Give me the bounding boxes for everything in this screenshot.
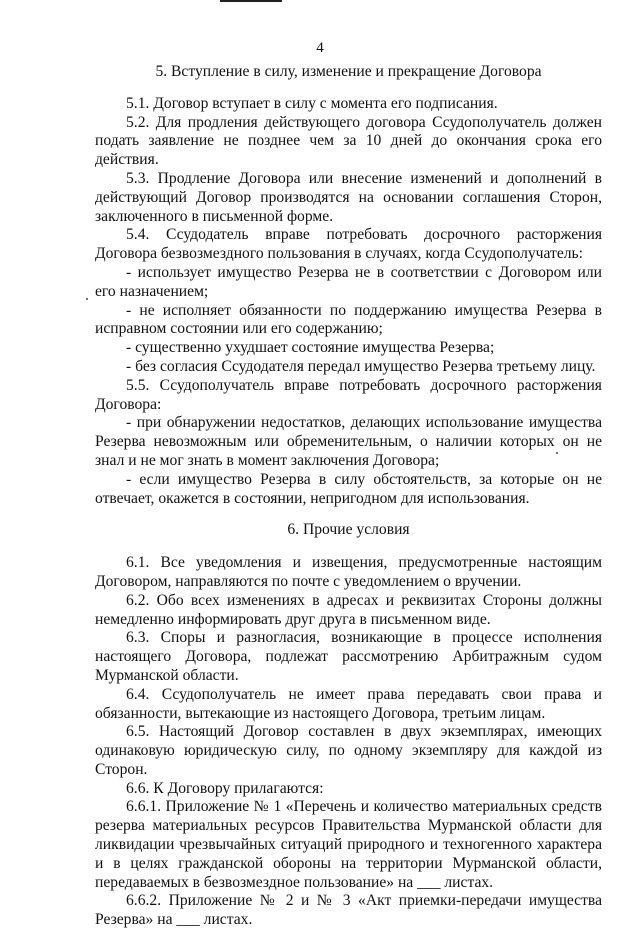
clause-6-2: 6.2. Обо всех изменениях в адресах и реквизитах Стороны должны немедленно информировать друг друга в письменном виде. <box>95 591 602 628</box>
clause-5-5-item-1: - при обнаружении недостатков, делающих использование имущества Резерва невозможным или обременительным, о наличии которых он не знал и не мог знать в момент заключения Договора; <box>95 414 602 469</box>
document-body <box>95 63 602 930</box>
scan-speck <box>556 452 558 454</box>
clause-5-4-item-4: - без согласия Ссудодателя передал имущество Резерва третьему лицу. <box>126 357 596 375</box>
clause-5-2: 5.2. Для продления действующего договора Ссудополучатель должен подать заявление не позднее чем за 10 дней до окончания срока его действия. <box>95 113 602 169</box>
clause-6-6-2: 6.6.2. Приложение № 2 и № 3 «Акт приемки-передачи имущества Резерва» на ___ листах. <box>95 892 602 929</box>
top-rule <box>220 0 282 2</box>
clause-5-1: 5.1. Договор вступает в силу с момента его подписания. <box>126 94 498 112</box>
scan-speck <box>86 298 88 300</box>
clause-6-6-1: 6.6.1. Приложение № 1 «Перечень и количество материальных средств резерва материальных ресурсов Правительства Мурманской области для ликвидации чрезвычайных ситуаций природного и техногенного характера и в целях гражданской обороны на территории Мурманской области, передаваемых в безвозмездное пользование» на ___ листах. <box>95 798 602 891</box>
clause-5-4-item-3: - существенно ухудшает состояние имущества Резерва; <box>126 339 495 357</box>
clause-6-1: 6.1. Все уведомления и извещения, предусмотренные настоящим Договором, направляются по почте с уведомлением о вручении. <box>95 554 602 590</box>
clause-5-5-item-2: - если имущество Резерва в силу обстоятельств, за которые он не отвечает, окажется в состоянии, непригодном для использования. <box>95 470 602 507</box>
clause-6-3: 6.3. Споры и разногласия, возникающие в процессе исполнения настоящего Договора, подлежат рассмотрению Арбитражным судом Мурманской области. <box>95 629 602 684</box>
section-5-title: 5. Вступление в силу, изменение и прекращение Договора <box>155 63 542 80</box>
clause-5-4-item-2: - не исполняет обязанности по поддержанию имущества Резерва в исправном состоянии или его содержанию; <box>95 301 602 338</box>
section-6-title: 6. Прочие условия <box>287 521 410 539</box>
clause-6-6: 6.6. К Договору прилагаются: <box>126 779 324 797</box>
clause-6-4: 6.4. Ссудополучатель не имеет права передавать свои права и обязанности, вытекающие из настоящего Договора, третьим лицам. <box>95 685 602 722</box>
clause-5-4: 5.4. Ссудодатель вправе потребовать досрочного расторжения Договора безвозмездного пользования в случаях, когда Ссудополучатель: <box>95 226 602 263</box>
clause-6-5: 6.5. Настоящий Договор составлен в двух экземплярах, имеющих одинаковую юридическую силу, по одному экземпляру для каждой из Сторон. <box>95 723 602 778</box>
clause-5-4-item-1: - использует имущество Резерва не в соответствии с Договором или его назначением; <box>95 263 602 300</box>
clause-5-3: 5.3. Продление Договора или внесение изменений и дополнений в действующий Договор производятся на основании соглашения Сторон, заключенного в письменной форме. <box>95 169 602 225</box>
page-number: 4 <box>316 40 324 56</box>
clause-5-5: 5.5. Ссудополучатель вправе потребовать досрочного расторжения Договора: <box>95 376 602 413</box>
